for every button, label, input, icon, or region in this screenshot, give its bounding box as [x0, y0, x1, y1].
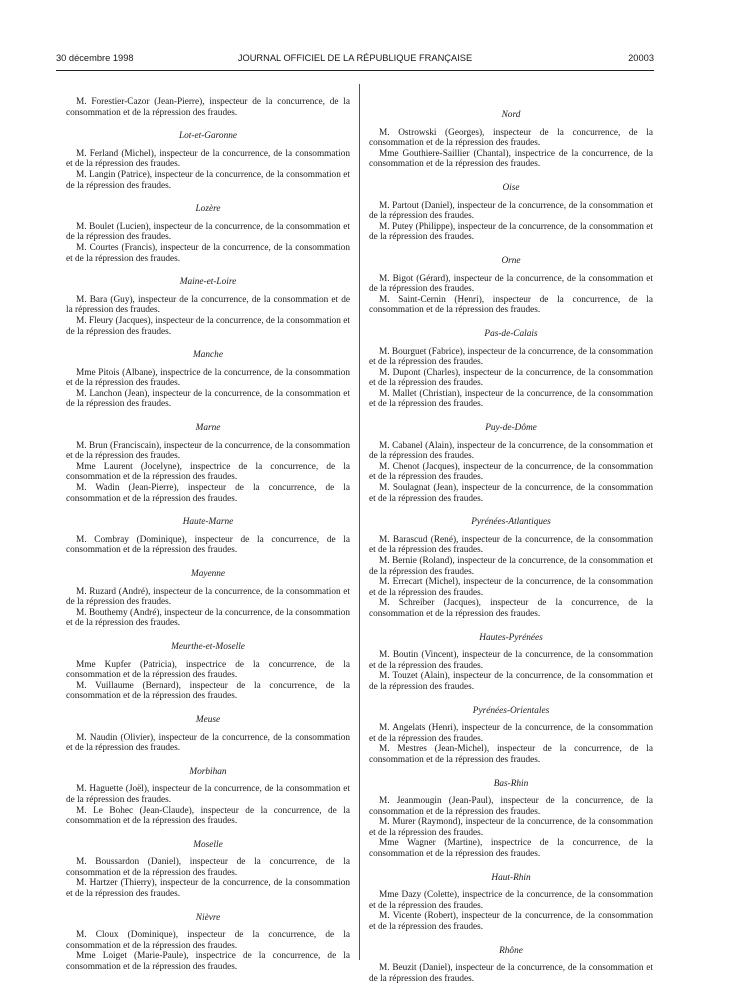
department-heading: Orne [501, 255, 521, 266]
department-section [369, 779, 653, 860]
department-heading: Nièvre [195, 912, 221, 923]
appointment-entry: Mme Gouthiere-Saillier (Chantal), inspectrice de la concurrence, de la consommation et de la répression des fraudes. [369, 148, 653, 170]
appointment-entry: M. Combray (Dominique), inspecteur de la concurrence, de la consommation et de la répression des fraudes. [66, 534, 350, 556]
appointment-entry: Mme Kupfer (Patricia), inspectrice de la concurrence, de la consommation et de la répression des fraudes. [66, 659, 350, 681]
appointment-entry: M. Le Bohec (Jean-Claude), inspecteur de la concurrence, de la consommation et de la répression des fraudes. [66, 805, 350, 827]
journal-title: JOURNAL OFFICIEL DE LA RÉPUBLIQUE FRANÇAISE [237, 53, 473, 63]
department-section [369, 183, 653, 243]
appointment-entry: M. Schreiber (Jacques), inspecteur de la concurrence, de la consommation et de la répression des fraudes. [369, 598, 653, 619]
department-heading: Hautes-Pyrénées [479, 632, 543, 643]
department-section [66, 913, 350, 973]
appointment-entry: M. Touzet (Alain), inspecteur de la concurrence, de la consommation et de la répression des fraudes. [369, 671, 653, 692]
department-section [369, 946, 653, 985]
appointment-entry: M. Brun (Franciscain), inspecteur de la concurrence, de la consommation et de la répression des fraudes. [66, 440, 350, 462]
appointment-entry: M. Ferland (Michel), inspecteur de la concurrence, de la consommation et de la répression des fraudes. [66, 148, 350, 170]
department-heading: Marne [195, 423, 221, 434]
department-section [369, 873, 653, 933]
department-section [66, 131, 350, 191]
department-heading: Haute-Marne [182, 517, 234, 528]
appointment-entry: M. Mallet (Christian), inspecteur de la concurrence, de la consommation et de la répression des fraudes. [369, 388, 653, 410]
appointment-entry: M. Bourguet (Fabrice), inspecteur de la concurrence, de la consommation et de la répression des fraudes. [369, 346, 653, 368]
department-section [369, 423, 653, 504]
department-section [66, 715, 350, 754]
appointment-entry: M. Haguette (Joël), inspecteur de la concurrence, de la consommation et de la répression des fraudes. [66, 784, 350, 805]
left-column [66, 97, 350, 973]
page-header [56, 53, 654, 67]
department-section [66, 767, 350, 827]
department-heading: Lozère [195, 204, 221, 215]
department-heading: Morbihan [189, 766, 227, 777]
department-section [66, 840, 350, 900]
department-section [66, 350, 350, 410]
department-section [369, 633, 653, 693]
department-heading: Manche [193, 350, 223, 361]
header-rule [56, 70, 654, 71]
department-section [66, 569, 350, 629]
appointment-entry: M. Hartzer (Thierry), inspecteur de la concurrence, de la consommation et de la répression des fraudes. [66, 878, 350, 900]
department-heading: Moselle [193, 839, 223, 850]
department-heading: Rhône [499, 945, 523, 956]
appointment-entry: M. Barascud (René), inspecteur de la concurrence, de la consommation et de la répression des fraudes. [369, 534, 653, 556]
department-section [369, 329, 653, 410]
department-section [66, 517, 350, 556]
appointment-entry: M. Mestres (Jean-Michel), inspecteur de la concurrence, de la consommation et de la répression des fraudes. [369, 744, 653, 765]
appointment-entry: M. Cloux (Dominique), inspecteur de la concurrence, de la consommation et de la répression des fraudes. [66, 930, 350, 951]
appointment-entry: M. Boutin (Vincent), inspecteur de la concurrence, de la consommation et de la répression des fraudes. [369, 650, 653, 671]
department-heading: Bas-Rhin [493, 778, 529, 789]
appointment-entry: M. Chenot (Jacques), inspecteur de la concurrence, de la consommation et de la répression des fraudes. [369, 461, 653, 483]
department-heading: Oise [502, 182, 520, 193]
appointment-entry: M. Vuillaume (Bernard), inspecteur de la concurrence, de la consommation et de la répression des fraudes. [66, 680, 350, 702]
appointment-entry: Mme Laurent (Jocelyne), inspectrice de la concurrence, de la consommation et de la répression des fraudes. [66, 461, 350, 483]
department-heading: Meurthe-et-Moselle [171, 641, 245, 652]
appointment-entry: M. Vicente (Robert), inspecteur de la concurrence, de la consommation et de la répression des fraudes. [369, 911, 653, 933]
department-heading: Lot-et-Garonne [178, 131, 237, 142]
appointment-entry: M. Ruzard (André), inspecteur de la concurrence, de la consommation et de la répression des fraudes. [66, 586, 350, 608]
appointment-entry: M. Ostrowski (Georges), inspecteur de la concurrence, de la consommation et de la répression des fraudes. [369, 127, 653, 149]
right-column [369, 97, 653, 984]
appointment-entry: M. Langin (Patrice), inspecteur de la concurrence, de la consommation et de la répression des fraudes. [66, 169, 350, 191]
appointment-entry: M. Jeanmougin (Jean-Paul), inspecteur de la concurrence, de la consommation et de la répression des fraudes. [369, 796, 653, 817]
department-heading: Pas-de-Calais [484, 328, 538, 339]
department-heading: Haut-Rhin [491, 872, 531, 883]
appointment-entry: M. Courtes (Francis), inspecteur de la concurrence, de la consommation et de la répression des fraudes. [66, 242, 350, 264]
appointment-entry: M. Boulet (Lucien), inspecteur de la concurrence, de la consommation et de la répression des fraudes. [66, 221, 350, 243]
appointment-entry: M. Dupont (Charles), inspecteur de la concurrence, de la consommation et de la répression des fraudes. [369, 367, 653, 389]
department-heading: Pyrénées-Orientales [472, 705, 550, 716]
department-heading: Meuse [195, 714, 221, 725]
department-section [66, 204, 350, 264]
department-section [369, 110, 653, 170]
appointment-entry: Mme Dazy (Colette), inspectrice de la concurrence, de la consommation et de la répression des fraudes. [369, 890, 653, 911]
appointment-entry: M. Forestier-Cazor (Jean-Pierre), inspecteur de la concurrence, de la consommation et de la répression des fraudes. [66, 97, 350, 118]
appointment-entry: M. Saint-Cernin (Henri), inspecteur de la concurrence, de la consommation et de la répression des fraudes. [369, 294, 653, 316]
department-section [66, 97, 350, 118]
appointment-entry: M. Cabanel (Alain), inspecteur de la concurrence, de la consommation et de la répression des fraudes. [369, 440, 653, 462]
appointment-entry: M. Soulagnat (Jean), inspecteur de la concurrence, de la consommation et de la répression des fraudes. [369, 483, 653, 504]
appointment-entry: M. Errecart (Michel), inspecteur de la concurrence, de la consommation et de la répression des fraudes. [369, 577, 653, 598]
department-section [369, 517, 653, 619]
department-section [66, 642, 350, 702]
appointment-entry: M. Partout (Daniel), inspecteur de la concurrence, de la consommation et de la répression des fraudes. [369, 200, 653, 222]
appointment-entry: M. Bernie (Roland), inspecteur de la concurrence, de la consommation et de la répression des fraudes. [369, 556, 653, 577]
appointment-entry: M. Fleury (Jacques), inspecteur de la concurrence, de la consommation et de la répression des fraudes. [66, 315, 350, 337]
appointment-entry: M. Beuzit (Daniel), inspecteur de la concurrence, de la consommation et de la répression des fraudes. [369, 963, 653, 984]
appointment-entry: M. Bouthemy (André), inspecteur de la concurrence, de la consommation et de la répression des fraudes. [66, 607, 350, 629]
page-number: 20003 [628, 53, 654, 63]
department-heading: Nord [501, 110, 521, 120]
column-separator [359, 84, 360, 960]
appointment-entry: M. Naudin (Olivier), inspecteur de la concurrence, de la consommation et de la répression des fraudes. [66, 732, 350, 754]
department-heading: Pyrénées-Atlantiques [471, 517, 551, 528]
department-section [369, 256, 653, 316]
department-heading: Maine-et-Loire [179, 277, 237, 288]
appointment-entry: M. Putey (Philippe), inspecteur de la concurrence, de la consommation et de la répression des fraudes. [369, 221, 653, 243]
department-section [66, 277, 350, 337]
department-section [369, 706, 653, 766]
department-heading: Mayenne [190, 569, 226, 579]
appointment-entry: M. Bigot (Gérard), inspecteur de la concurrence, de la consommation et de la répression des fraudes. [369, 273, 653, 295]
appointment-entry: M. Bara (Guy), inspecteur de la concurrence, de la consommation et de la répression des fraudes. [66, 294, 350, 316]
appointment-entry: Mme Wagner (Martine), inspectrice de la concurrence, de la consommation et de la répression des fraudes. [369, 838, 653, 860]
appointment-entry: M. Wadin (Jean-Pierre), inspecteur de la concurrence, de la consommation et de la répression des fraudes. [66, 483, 350, 504]
appointment-entry: M. Murer (Raymond), inspecteur de la concurrence, de la consommation et de la répression des fraudes. [369, 817, 653, 838]
appointment-entry: M. Angelats (Henri), inspecteur de la concurrence, de la consommation et de la répression des fraudes. [369, 723, 653, 744]
appointment-entry: Mme Loiget (Marie-Paule), inspectrice de la concurrence, de la consommation et de la répression des fraudes. [66, 951, 350, 973]
appointment-entry: M. Boussardon (Daniel), inspecteur de la concurrence, de la consommation et de la répression des fraudes. [66, 857, 350, 878]
department-heading: Puy-de-Dôme [485, 423, 537, 434]
appointment-entry: M. Lanchon (Jean), inspecteur de la concurrence, de la consommation et de la répression des fraudes. [66, 388, 350, 410]
header-date: 30 décembre 1998 [56, 53, 134, 63]
appointment-entry: Mme Pitois (Albane), inspectrice de la concurrence, de la consommation et de la répression des fraudes. [66, 367, 350, 389]
department-section [66, 423, 350, 504]
